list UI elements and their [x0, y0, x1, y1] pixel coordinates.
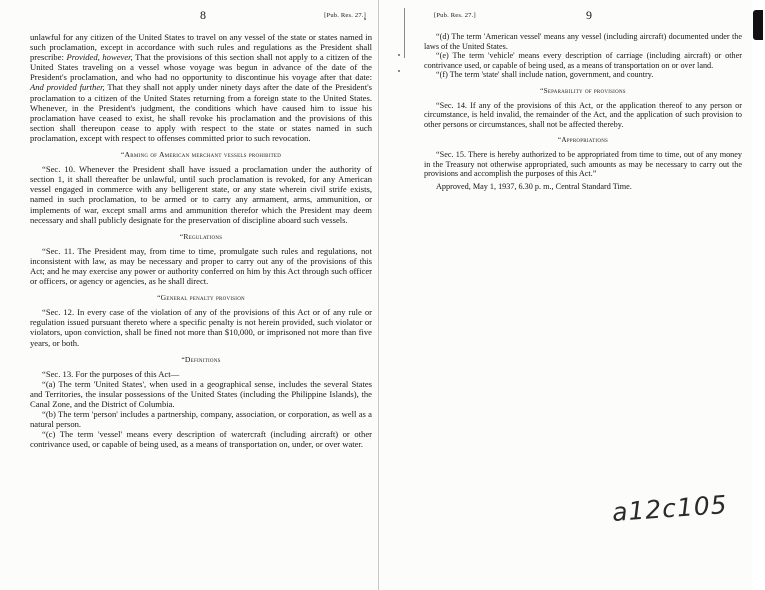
section-heading: “Regulations	[179, 231, 223, 241]
definition-a: “(a) The term 'United States', when used in a geographical sense, includes the several States and Territories, the insular possessions of the United States (including the Philippine Islands), the Canal Zone, and the District of Columbia.	[30, 378, 372, 409]
section-heading: “General penalty provision	[157, 293, 245, 303]
page-number: 8	[200, 8, 206, 22]
definition-f: “(f) The term 'state' shall include nation, government, and country.	[436, 70, 654, 80]
definition-d: “(d) The term 'American vessel' means any vessel (including aircraft) documented under the laws of the United States.	[424, 32, 742, 51]
definition-e: “(e) The term 'vehicle' means every description of carriage (including aircraft) or other contrivance used, or capable of being used, as a means of transportation on or over land.	[424, 51, 742, 70]
section-15-text: “Sec. 15. There is hereby authorized to be appropriated from time to time, out of any money in the Treasury not otherwise appropriated, such amounts as may be necessary to carry out the provisions and accomplish the purposes of this Act.”	[424, 149, 742, 179]
scan-mark-line	[404, 8, 405, 58]
paragraph-text: That they shall not apply under ninety days after the date of the President's proclamation to a citizen of the United States returning from a foreign state to the United States. Whenever, in the President's judgment, the conditions which have caused him to issue his proclamation have ceased to exist, he shall revoke his proclamation and the provisions of this section shall thereupon cease to apply with respect to the state or states named in such proclamation, except with respect to offenses committed prior to such revocation.	[30, 82, 373, 143]
paragraph-text: That the provisions of this section shall not apply to a citizen of the United States traveling on a vessel whose voyage was begun in advance of the date of the President's proclamation, and who had no opportunity to discontinue his voyage after that date:	[30, 52, 372, 83]
section-11-text: “Sec. 11. The President may, from time to time, promulgate such rules and regulations, not inconsistent with law, as may be necessary and proper to carry out any of the provisions of this Act; and he may exercise any power or authority conferred on him by this Act through such officer or officers, or agency or agencies, as he shall direct.	[30, 245, 372, 287]
definition-b: “(b) The term 'person' includes a partnership, company, association, or corporation, as well as a natural person.	[30, 409, 372, 430]
right-page	[424, 6, 742, 191]
section-14-text: “Sec. 14. If any of the provisions of this Act, or the application thereof to any person or circumstance, is held invalid, the remainder of the Act, and the application of such provision to other persons or circumstances, shall not be affected thereby.	[424, 100, 742, 129]
left-page-body	[30, 32, 372, 449]
scan-dot	[398, 70, 400, 72]
paragraph-text: unlawful for any citizen of the United States to travel on any vessel of the state or states named in such proclamation, except in accordance with such rules and regulations as the President shall prescribe:	[30, 32, 372, 63]
section-heading: “Separability of provisions	[540, 86, 626, 95]
page-number: 9	[586, 8, 592, 22]
definition-c: “(c) The term 'vessel' means every description of watercraft (including aircraft) or other contrivance used, or capable of being used, as a means of transportation on, under, or over water.	[30, 429, 372, 450]
section-heading: “Appropriations	[557, 136, 609, 145]
right-page-header	[424, 6, 742, 32]
scan-edge	[752, 0, 765, 590]
handwritten-annotation: a12c105	[611, 490, 729, 527]
proviso-label: And provided further,	[30, 82, 105, 93]
approval-line: Approved, May 1, 1937, 6.30 p. m., Central Standard Time.	[436, 181, 632, 191]
left-page-header	[30, 6, 372, 32]
left-page	[30, 6, 372, 449]
page-fold-line	[378, 0, 379, 590]
section-13-intro: “Sec. 13. For the purposes of this Act—	[42, 368, 180, 379]
public-resolution-ref: [Pub. Res. 27.]	[324, 12, 366, 19]
section-9-continuation	[30, 32, 372, 143]
right-page-body	[424, 32, 742, 191]
proviso-label: Provided, however,	[66, 52, 133, 63]
section-10-text: “Sec. 10. Whenever the President shall have issued a proclamation under the authority of section 1, it shall thereafter be unlawful, until such proclamation is revoked, for any American vessel engaged in commerce with any belligerent state, or any state wherein civil strife exists, named in such proclamation, to be armed or to carry any armament, arms, ammunition, or implements of war, except small arms and ammunition therefor which the President may deem necessary and shall publicly designate for the preservation of discipline aboard such vessels.	[30, 164, 372, 225]
section-heading: “Definitions	[181, 354, 221, 364]
binder-tab	[753, 10, 763, 40]
section-heading: “Arming of American merchant vessels prohibited	[120, 150, 282, 160]
public-resolution-ref: [Pub. Res. 27.]	[434, 12, 476, 19]
scan-dot	[398, 54, 400, 56]
section-12-text: “Sec. 12. In every case of the violation of any of the provisions of this Act or of any rule or regulation issued pursuant thereto where a specific penalty is not herein provided, such violator or violators, upon conviction, shall be fined not more than $10,000, or imprisoned not more than five years, or both.	[30, 307, 372, 348]
